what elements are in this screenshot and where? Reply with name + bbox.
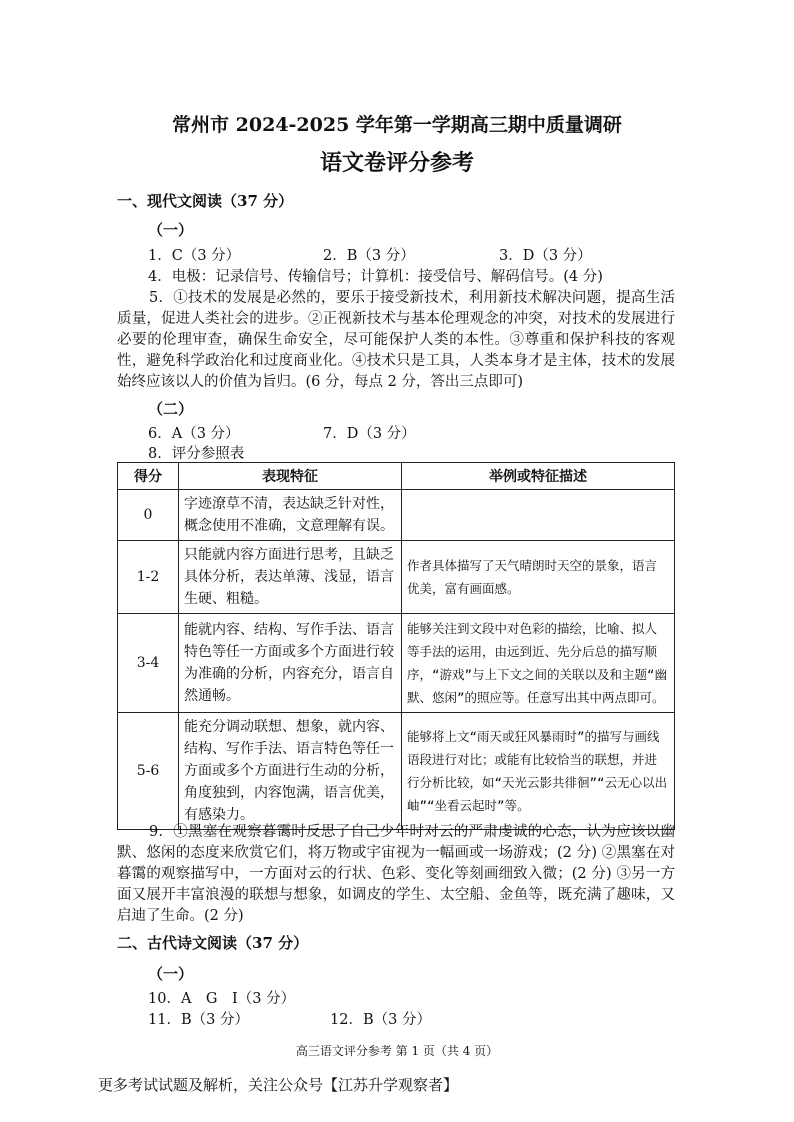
- feature-cell: 能充分调动联想、想象，就内容、结构、写作手法、语言特色等任一方面或多个方面进行生动的分析，角度独到，内容饱满，语言优美，有感染力。: [179, 713, 402, 830]
- answer-q6: 6．A（3 分）: [148, 426, 240, 442]
- table-row: [118, 713, 675, 830]
- section2-part1-label: （一）: [148, 965, 194, 983]
- answer-q1: 1．C（3 分）: [148, 248, 241, 264]
- table-row: [118, 541, 675, 614]
- example-cell: 能够关注到文段中对色彩的描绘，比喻、拟人等手法的运用，由远到近、先分后总的描写顺序，“游戏”与上下文之间的关联以及和主题“幽默、悠闲”的照应等。任意写出其中两点即可。: [402, 614, 675, 713]
- answer-q9: [117, 822, 675, 927]
- answer-q7: 7．D（3 分）: [323, 426, 416, 442]
- answer-q8-label: 8．评分参照表: [148, 446, 245, 462]
- document-title: 常州市 2024-2025 学年第一学期高三期中质量调研: [172, 114, 622, 136]
- table-row: [118, 614, 675, 713]
- table-header-feature: 表现特征: [179, 463, 402, 490]
- answer-q5: [117, 288, 675, 393]
- table-row: [118, 490, 675, 541]
- feature-cell: 只能就内容方面进行思考，且缺乏具体分析，表达单薄、浅显，语言生硬、粗糙。: [179, 541, 402, 614]
- example-cell: 能够将上文“雨天或狂风暴雨时”的描写与画线语段进行对比；或能有比较恰当的联想，并进行分析比较，如“天光云影共徘徊”“云无心以出岫”“坐看云起时”等。: [402, 713, 675, 830]
- score-cell: 3-4: [118, 614, 179, 713]
- score-cell: 0: [118, 490, 179, 541]
- table-header-row: [118, 463, 675, 490]
- answer-q11: 11．B（3 分）: [148, 1012, 249, 1028]
- section2-heading: 二、古代诗文阅读（37 分）: [117, 934, 309, 952]
- document-subtitle: 语文卷评分参考: [319, 150, 474, 176]
- answer-q5-text: 5．①技术的发展是必然的，要乐于接受新技术，利用新技术解决问题，提高生活质量，促进人类社会的进步。②正视新技术与基本伦理观念的冲突，对技术的发展进行必要的伦理审查，确保生命安全，尽可能保护人类的本性。③尊重和保护科技的客观性，避免科学政治化和过度商业化。④技术只是工具，人类本身才是主体，技术的发展始终应该以人的价值为旨归。(6 分，每点 2 分，答出三点即可): [117, 290, 675, 390]
- score-cell: 1-2: [118, 541, 179, 614]
- table-header-example: 举例或特征描述: [402, 463, 675, 490]
- promo-text: 更多考试试题及解析，关注公众号【江苏升学观察者】: [98, 1076, 459, 1094]
- answer-q4: 4．电极：记录信号、传输信号；计算机：接受信号、解码信号。(4 分): [148, 269, 603, 285]
- section1-part2-label: （二）: [148, 400, 194, 418]
- score-cell: 5-6: [118, 713, 179, 830]
- example-cell: [402, 490, 675, 541]
- example-cell: 作者具体描写了天气晴朗时天空的景象，语言优美，富有画面感。: [402, 541, 675, 614]
- scoring-table: [117, 462, 675, 830]
- answer-q2: 2．B（3 分）: [323, 248, 415, 264]
- answer-q3: 3．D（3 分）: [499, 248, 592, 264]
- feature-cell: 字迹潦草不清，表达缺乏针对性，概念使用不准确，文意理解有误。: [179, 490, 402, 541]
- feature-cell: 能就内容、结构、写作手法、语言特色等任一方面或多个方面进行较为准确的分析，内容充分，语言自然通畅。: [179, 614, 402, 713]
- answer-q12: 12．B（3 分）: [330, 1012, 431, 1028]
- section1-part1-label: （一）: [148, 221, 194, 239]
- table-header-score: 得分: [118, 463, 179, 490]
- answer-q10: 10．A G I（3 分）: [148, 991, 296, 1007]
- page-footer: 高三语文评分参考 第 1 页（共 4 页）: [295, 1044, 499, 1058]
- section1-heading: 一、现代文阅读（37 分）: [117, 192, 294, 210]
- answer-q9-text: 9．①黑塞在观察暮霭时反思了自己少年时对云的严肃虔诚的心态，认为应该以幽默、悠闲的态度来欣赏它们，将万物或宇宙视为一幅画或一场游戏；(2 分) ②黑塞在对暮霭的观察描写中，一方面对云的行状、色彩、变化等刻画细致入微；(2 分) ③另一方面又展开丰富浪漫的联想与想象，如调皮的学生、太空船、金鱼等，既充满了趣味，又启迪了生命。(2 分): [117, 824, 675, 924]
